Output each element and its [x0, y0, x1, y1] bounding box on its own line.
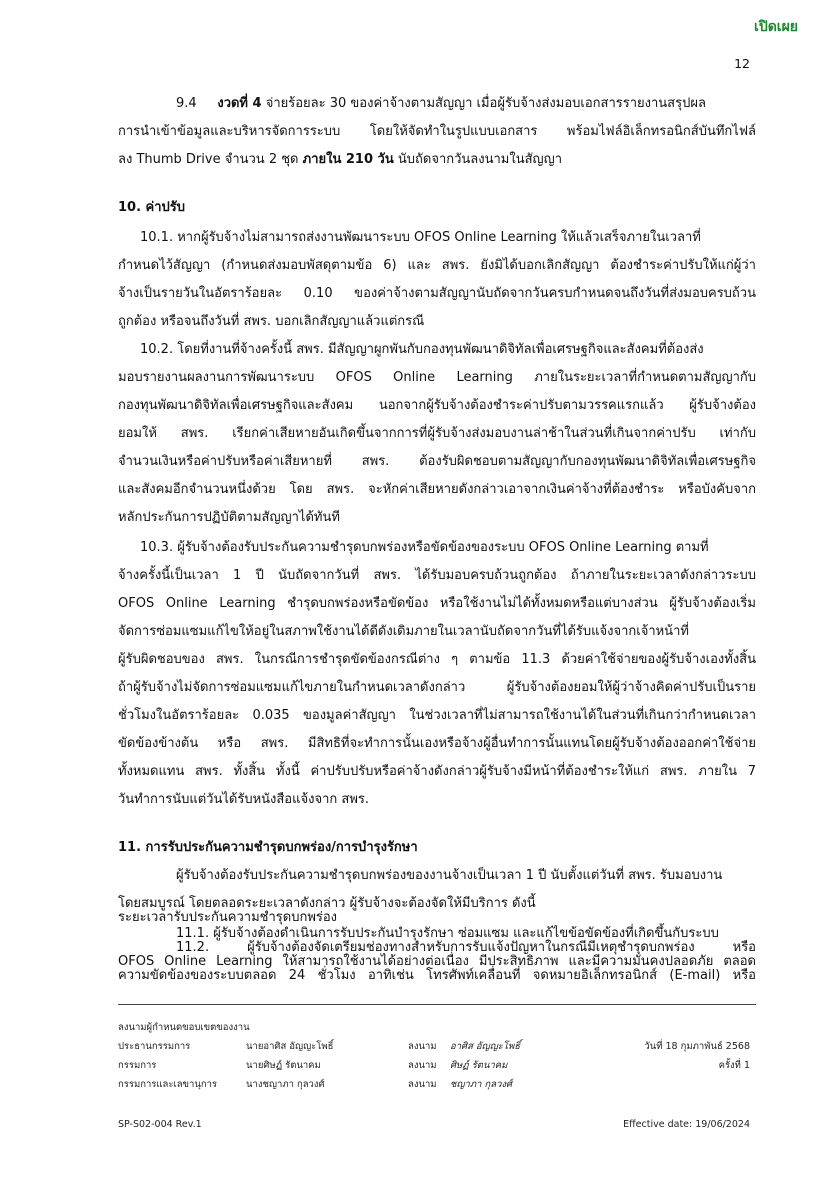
clause-9-4-line-2: การนำเข้าข้อมูลและบริหารจัดการระบบ โดยให้จัดทำในรูปแบบเอกสาร พร้อมไฟล์อิเล็กทรอนิกส์บันทึกไฟล์ — [118, 124, 756, 139]
doc-code: SP-S02-004 Rev.1 — [118, 1119, 202, 1130]
footer-signature-2: ศิษฏ์ รัตนาคม — [450, 1060, 508, 1071]
clause-10-1-line-4: ถูกต้อง หรือจนถึงวันที่ สพร. บอกเลิกสัญญาแล้วแต่กรณี — [118, 314, 425, 329]
clause-10-3-line-7: ชั่วโมงในอัตราร้อยละ 0.035 ของมูลค่าสัญญา ในช่วงเวลาที่ไม่สามารถใช้งานได้ในส่วนที่เกินกว่ากำหนดเวลา — [118, 708, 756, 723]
footer-name-3: นางชญาภา กุลวงศ์ — [246, 1079, 325, 1090]
clause-10-3-line-9: ทั้งหมดแทน สพร. ทั้งสิ้น ทั้งนี้ ค่าปรับปรับหรือค่าจ้างดังกล่าวผู้รับจ้างมีหน้าที่ต้องชำระให้แก่ สพร. ภายใน 7 — [118, 764, 756, 779]
section-11-intro-line-2: โดยสมบูรณ์ โดยตลอดระยะเวลาดังกล่าว ผู้รับจ้างจะต้องจัดให้มีบริการ ดังนี้ — [118, 896, 536, 911]
clause-10-3-line-8: ขัดข้องข้างต้น หรือ สพร. มีสิทธิที่จะทำการนั้นเองหรือจ้างผู้อื่นทำการนั้นแทนโดยผู้รับจ้างต้องออกค่าใช้จ่าย — [118, 736, 756, 751]
footer-role-1: ประธานกรรมการ — [118, 1041, 191, 1052]
clause-10-3-line-3: OFOS Online Learning ชำรุดบกพร่องหรือขัดข้อง หรือใช้งานไม่ได้ทั้งหมดหรือแต่บางส่วน ผู้รับจ้างต้องเริ่ม — [118, 596, 756, 611]
footer-scope-label: ลงนามผู้กำหนดขอบเขตของงาน — [118, 1022, 250, 1033]
clause-10-3-line-10: วันทำการนับแต่วันได้รับหนังสือแจ้งจาก สพร. — [118, 792, 369, 807]
page-number: 12 — [734, 56, 750, 71]
clause-10-2-line-1: 10.2. โดยที่งานที่จ้างครั้งนี้ สพร. มีสัญญาผูกพันกับกองทุนพัฒนาดิจิทัลเพื่อเศรษฐกิจและสังคมที่ต้องส่ง — [140, 342, 704, 357]
section-11-intro-line-1: ผู้รับจ้างต้องรับประกันความชำรุดบกพร่องของงานจ้างเป็นเวลา 1 ปี นับตั้งแต่วันที่ สพร. รับมอบงาน — [176, 868, 723, 883]
clause-10-2-line-2: มอบรายงานผลงานการพัฒนาระบบ OFOS Online Learning ภายในระยะเวลาที่กำหนดตามสัญญากับ — [118, 370, 756, 385]
footer-date: วันที่ 18 กุมภาพันธ์ 2568 — [644, 1041, 750, 1052]
clause-9-4-line-3: ลง Thumb Drive จำนวน 2 ชุด ภายใน 210 วัน นับถัดจากวันลงนามในสัญญา — [118, 152, 563, 167]
clause-11-1-line-1: 11.1. ผู้รับจ้างต้องดำเนินการรับประกันบำรุงรักษา ซ่อมแซม และแก้ไขข้อขัดข้องที่เกิดขึ้นกับระบบ — [176, 926, 719, 941]
section-10-heading: 10. ค่าปรับ — [118, 200, 186, 215]
clause-10-3-line-1: 10.3. ผู้รับจ้างต้องรับประกันความชำรุดบกพร่องหรือขัดข้องของระบบ OFOS Online Learning ตามที่ — [140, 540, 709, 555]
footer-revision: ครั้งที่ 1 — [718, 1060, 750, 1071]
clause-11-2-line-2: ความขัดข้องของระบบตลอด 24 ชั่วโมง อาทิเช่น โทรศัพท์เคลื่อนที่ จดหมายอิเล็กทรอนิกส์ (E-mail) หรือ — [118, 968, 756, 983]
clause-10-1-line-2: กำหนดไว้สัญญา (กำหนดส่งมอบพัสดุตามข้อ 6) และ สพร. ยังมิได้บอกเลิกสัญญา ต้องชำระค่าปรับให้แก่ผู้ว่า — [118, 258, 756, 273]
clause-10-2-line-6: และสังคมอีกจำนวนหนึ่งด้วย โดย สพร. จะหักค่าเสียหายดังกล่าวเอาจากเงินค่าจ้างที่ต้องชำระ หรือบังคับจาก — [118, 482, 756, 497]
clause-10-2-line-5: จำนวนเงินหรือค่าปรับหรือค่าเสียหายที่ สพร. ต้องรับผิดชอบตามสัญญากับกองทุนพัฒนาดิจิทัลเพื่อเศรษฐกิจ — [118, 454, 756, 469]
clause-10-2-line-7: หลักประกันการปฏิบัติตามสัญญาได้ทันที — [118, 510, 340, 525]
clause-10-1-line-1: 10.1. หากผู้รับจ้างไม่สามารถส่งงานพัฒนาระบบ OFOS Online Learning ให้แล้วเสร็จภายในเวลาที่ — [140, 230, 701, 245]
footer-role-2: กรรมการ — [118, 1060, 157, 1071]
document-body — [118, 90, 756, 980]
clause-10-3-line-4: จัดการซ่อมแซมแก้ไขให้อยู่ในสภาพใช้งานได้ดีดังเดิมภายในเวลานับถัดจากวันที่ได้รับแจ้งจากเจ้าหน้าที่ — [118, 624, 689, 639]
footer-name-1: นายอาศิส อัญญะโพธิ์ — [246, 1041, 334, 1052]
effective-date: Effective date: 19/06/2024 — [623, 1119, 750, 1130]
clause-10-3-line-2: จ้างครั้งนี้เป็นเวลา 1 ปี นับถัดจากวันที่ สพร. ได้รับมอบครบถ้วนถูกต้อง ถ้าภายในระยะเวลาดังกล่าวระบบ — [118, 568, 756, 583]
clause-10-1-line-3: จ้างเป็นรายวันในอัตราร้อยละ 0.10 ของค่าจ้างตามสัญญานับถัดจากวันครบกำหนดจนถึงวันที่ส่งมอบครบถ้วน — [118, 286, 756, 301]
footer-name-2: นายศิษฏ์ รัตนาคม — [246, 1060, 321, 1071]
clause-10-3-line-6: ถ้าผู้รับจ้างไม่จัดการซ่อมแซมแก้ไขภายในกำหนดเวลาดังกล่าว ผู้รับจ้างต้องยอมให้ผู้ว่าจ้างคิดค่าปรับเป็นราย — [118, 680, 756, 695]
footer-signature-3: ชญาภา กุลวงศ์ — [450, 1079, 513, 1090]
clause-10-3-line-5: ผู้รับผิดชอบของ สพร. ในกรณีการชำรุดขัดข้องกรณีต่าง ๆ ตามข้อ 11.3 ด้วยค่าใช้จ่ายของผู้รับจ้างเองทั้งสิ้น — [118, 652, 756, 667]
footer-divider — [118, 1004, 756, 1005]
clause-11-1-line-2: OFOS Online Learning ให้สามารถใช้งานได้อย่างต่อเนื่อง มีประสิทธิภาพ และมีความมั่นคงปลอดภัย ตลอด — [118, 954, 756, 969]
clause-10-2-line-3: กองทุนพัฒนาดิจิทัลเพื่อเศรษฐกิจและสังคม นอกจากผู้รับจ้างต้องชำระค่าปรับตามวรรคแรกแล้ว ผู้รับจ้างต้อง — [118, 398, 756, 413]
footer-role-3: กรรมการและเลขานุการ — [118, 1079, 218, 1090]
footer-sign-label-1: ลงนาม — [408, 1041, 437, 1052]
clause-11-2-line-1: 11.2. ผู้รับจ้างต้องจัดเตรียมช่องทางสำหรับการรับแจ้งปัญหาในกรณีมีเหตุชำรุดบกพร่อง หรือ — [176, 940, 756, 955]
footer-signature-1: อาศิส อัญญะโพธิ์ — [450, 1041, 521, 1052]
footer-sign-label-3: ลงนาม — [408, 1079, 437, 1090]
classification-label: เปิดเผย — [754, 19, 798, 35]
footer-sign-label-2: ลงนาม — [408, 1060, 437, 1071]
clause-11-1-line-3b: ระยะเวลารับประกันความชำรุดบกพร่อง — [118, 910, 338, 925]
clause-9-4-line-1: 9.4 งวดที่ 4 จ่ายร้อยละ 30 ของค่าจ้างตามสัญญา เมื่อผู้รับจ้างส่งมอบเอกสารรายงานสรุปผล — [176, 96, 706, 111]
clause-10-2-line-4: ยอมให้ สพร. เรียกค่าเสียหายอันเกิดขึ้นจากการที่ผู้รับจ้างส่งมอบงานล่าช้าในส่วนที่เกินจากค่าปรับ เท่ากับ — [118, 426, 756, 441]
section-11-heading: 11. การรับประกันความชำรุดบกพร่อง/การบำรุงรักษา — [118, 840, 418, 855]
